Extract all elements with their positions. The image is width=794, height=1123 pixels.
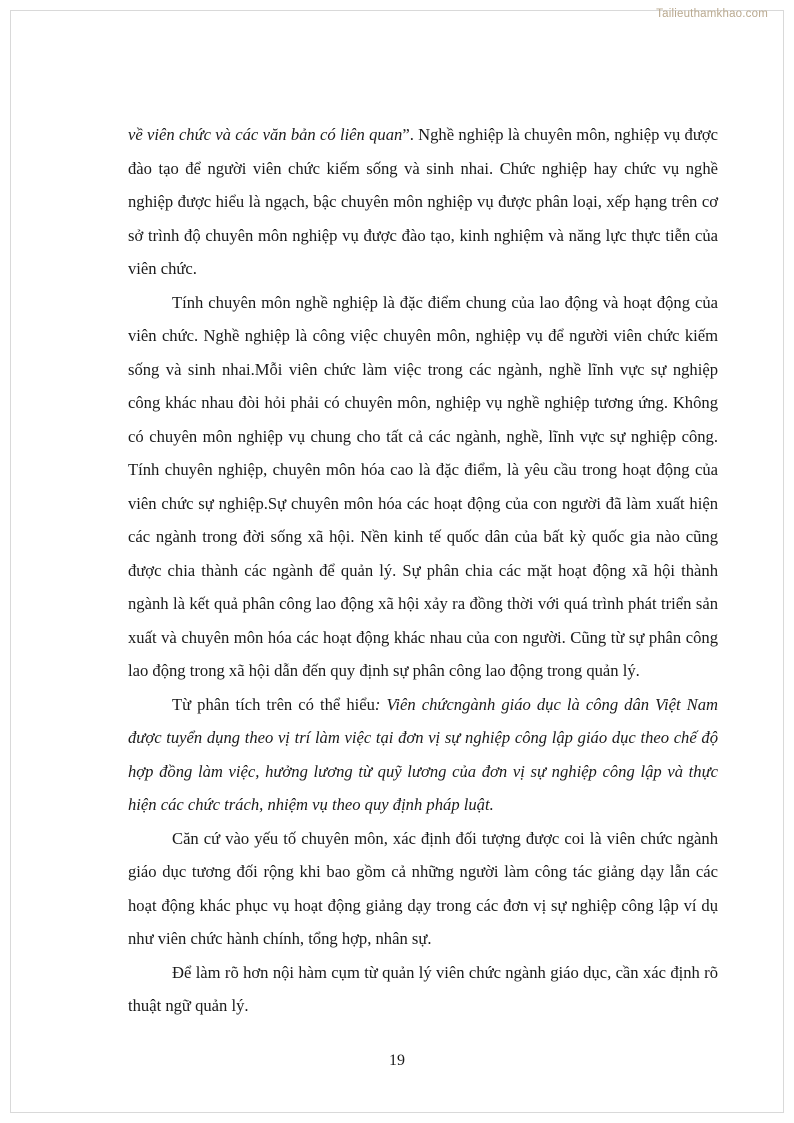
text-run: về viên chức và các văn bản có liên quan <box>128 125 403 144</box>
text-run: ”. Nghề nghiệp là chuyên môn, nghiệp vụ được đào tạo để người viên chức kiếm sống và sinh nhai. Chức nghiệp hay chức vụ nghề nghiệp được hiểu là ngạch, bậc chuyên môn nghiệp vụ được phân loại, xếp hạng trên cơ sở trình độ chuyên môn nghiệp vụ được đào tạo, kinh nghiệm và năng lực thực tiễn của viên chức. <box>128 125 718 278</box>
text-run: Từ phân tích trên có thể hiểu <box>172 694 375 714</box>
paragraph <box>128 688 718 822</box>
watermark-text: Tailieuthamkhao.com <box>656 8 768 20</box>
text-run: Căn cứ vào yếu tố chuyên môn, xác định đối tượng được coi là viên chức ngành giáo dục tương đối rộng khi bao gồm cả những người làm công tác giảng dạy lẫn các hoạt động khác phục vụ hoạt động giảng dạy trong các đơn vị sự nghiệp công lập ví dụ như viên chức hành chính, tổng hợp, nhân sự. <box>128 828 718 948</box>
paragraph <box>128 956 718 1023</box>
paragraph <box>128 118 718 286</box>
text-run: Tính chuyên môn nghề nghiệp là đặc điểm chung của lao động và hoạt động của viên chức. Nghề nghiệp là công việc chuyên môn, nghiệp vụ để người viên chức kiếm sống và sinh nhai.Mỗi viên chức làm việc trong các ngành, nghề lĩnh vực sự nghiệp công khác nhau đòi hỏi phải có chuyên môn, nghiệp vụ nghề nghiệp tương ứng. Không có chuyên môn nghiệp vụ chung cho tất cả các ngành, nghề, lĩnh vực sự nghiệp công. Tính chuyên nghiệp, chuyên môn hóa cao là đặc điểm, là yêu cầu trong hoạt động của viên chức sự nghiệp.Sự chuyên môn hóa các hoạt động của con người đã làm xuất hiện các ngành trong đời sống xã hội. Nền kinh tế quốc dân của bất kỳ quốc gia nào cũng được chia thành các ngành để quản lý. Sự phân chia các mặt hoạt động xã hội thành ngành là kết quả phân công lao động xã hội xảy ra đồng thời với quá trình phát triển sản xuất và chuyên môn hóa các hoạt động khác nhau của con người. Cũng từ sự phân công lao động trong xã hội dẫn đến quy định sự phân công lao động trong quản lý. <box>128 292 718 680</box>
paragraph <box>128 822 718 956</box>
page-body <box>128 118 718 1023</box>
text-run: Để làm rõ hơn nội hàm cụm từ quản lý viên chức ngành giáo dục, cần xác định rõ thuật ngữ quản lý. <box>128 962 718 1015</box>
text-run: : Viên chứcngành giáo dục là công dân Việt Nam được tuyển dụng theo vị trí làm việc tại đơn vị sự nghiệp công lập giáo dục theo chế độ hợp đồng làm việc, hưởng lương từ quỹ lương của đơn vị sự nghiệp công lập và thực hiện các chức trách, nhiệm vụ theo quy định pháp luật. <box>128 694 719 814</box>
paragraph <box>128 286 718 688</box>
page-number: 19 <box>389 1052 405 1069</box>
